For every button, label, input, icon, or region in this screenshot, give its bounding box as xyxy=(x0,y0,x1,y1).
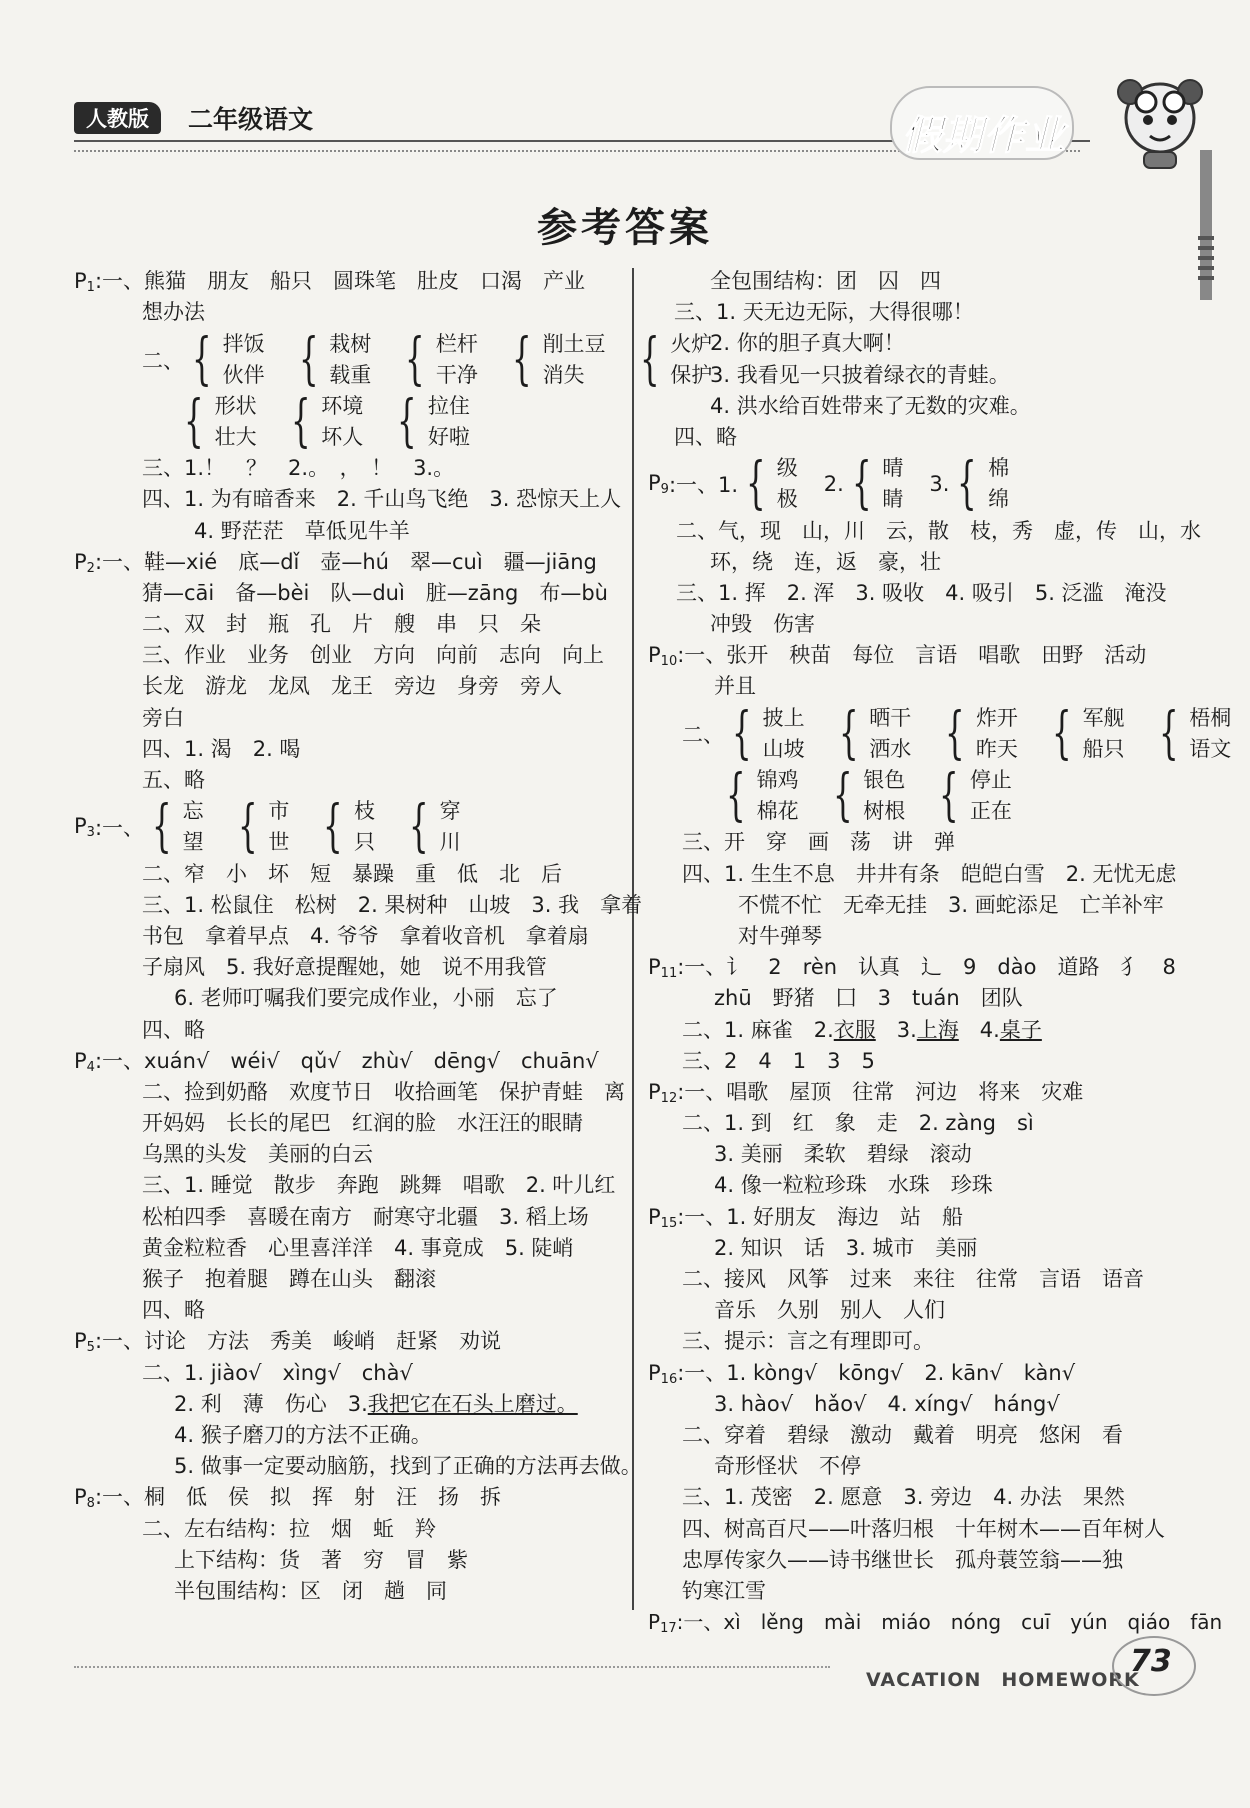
word-pair: { 军舰 船只 xyxy=(1051,700,1125,766)
word-pair: { 削土豆 消失 xyxy=(511,326,606,392)
word-pair: { 栽树 载重 xyxy=(298,326,372,392)
char-pair: { 穿 川 xyxy=(408,794,461,860)
answer-line: 二、捡到奶酪 欢度节日 收拾画笔 保护青蛙 离 xyxy=(142,1079,625,1104)
answer-line: 四、1. 生生不息 井井有条 皑皑白雪 2. 无忧无虑 xyxy=(682,861,1177,886)
answer-line: $P_8$:一、桐 低 侯 拟 挥 射 汪 扬 拆 xyxy=(74,1485,502,1512)
answer-line: 冲毁 伤害 xyxy=(710,612,815,637)
underlined-answer: 衣服 xyxy=(833,1017,876,1042)
answer-line: 黄金粒粒香 心里喜洋洋 4. 事竟成 5. 陡峭 xyxy=(142,1235,574,1260)
underlined-answer: 桌子 xyxy=(999,1017,1042,1042)
brace-row: $P_9$ :一、1. { 级 极 2. { 晴 睛 3. { 棉 绵 xyxy=(648,451,1010,517)
answer-line: 奇形怪状 不停 xyxy=(714,1454,861,1479)
answer-line xyxy=(74,266,624,297)
answer-line: 猜—cāi 备—bèi 队—duì 脏—zāng 布—bù xyxy=(142,580,608,605)
answer-line: $P_{16}$:一、1. kòng√ kōng√ 2. kān√ kàn√ xyxy=(648,1360,1076,1387)
word-pair: { 栏杆 干净 xyxy=(405,326,478,392)
brace-row xyxy=(648,700,1232,766)
answer-line: $P_2$:一、鞋—xié 底—dǐ 壶—hú 翠—cuì 疆—jiāng xyxy=(74,549,597,576)
answer-line: 二、穿着 碧绿 激动 戴着 明亮 悠闲 看 xyxy=(682,1422,1123,1447)
answer-line: 四、略 xyxy=(142,1298,205,1323)
footer-dotted-rule xyxy=(74,1666,830,1668)
answer-line: 4. 野茫茫 草低见牛羊 xyxy=(194,518,410,543)
answer-line: 忠厚传家久——诗书继世长 孤舟蓑笠翁——独 xyxy=(682,1547,1123,1572)
answer-line: 四、1. 渴 2. 喝 xyxy=(142,736,301,761)
answer-line: 旁白 xyxy=(142,705,184,730)
answer-line: 二、接风 风筝 过来 来往 往常 言语 语音 xyxy=(682,1267,1144,1292)
answer-line: 二、气，现 山，川 云，散 枝，秀 虚，传 山，水 xyxy=(676,518,1201,543)
answer-line: 五、略 xyxy=(142,768,205,793)
char-pair: { 忘 望 xyxy=(152,794,204,860)
answer-line: 环，绕 连，返 豪，壮 xyxy=(710,549,941,574)
char-pair: { 市 世 xyxy=(237,794,290,860)
answer-line: $P_{12}$:一、唱歌 屋顶 往常 河边 将来 灾难 xyxy=(648,1079,1084,1106)
brace-row xyxy=(74,388,624,454)
section-label: :一、1. xyxy=(668,473,739,498)
edition-badge: 人教版 xyxy=(74,102,161,134)
answer-line: zhū 野猪 囗 3 tuán 团队 xyxy=(714,986,1023,1011)
answer-line: 2. 你的胆子真大啊！ xyxy=(710,331,905,356)
answer-line: 4. 像一粒粒珍珠 水珠 珍珠 xyxy=(714,1173,993,1198)
word-pair: { 形状 壮大 xyxy=(184,388,257,454)
char-pair: { 晴 睛 xyxy=(851,451,904,517)
answer-line: 二、1. jiào√ xìng√ chà√ xyxy=(142,1360,413,1385)
answer-line: 半包围结构：区 闭 趟 同 xyxy=(174,1578,447,1603)
answer-line: 全包围结构：团 囚 四 xyxy=(710,269,941,293)
answer-line: 四、略 xyxy=(142,1017,205,1042)
answer-text: :一、熊猫 朋友 船只 圆珠笔 肚皮 口渴 产业 xyxy=(94,269,586,293)
page-number: 73 xyxy=(1130,1644,1172,1679)
answer-line: 四、1. 为有暗香来 2. 千山鸟飞绝 3. 恐惊天上人 xyxy=(142,487,622,512)
answer-line: 乌黑的头发 美丽的白云 xyxy=(142,1142,373,1167)
answer-line: 5. 做事一定要动脑筋，找到了正确的方法再去做。 xyxy=(174,1454,642,1479)
brace-row xyxy=(648,765,1193,827)
page-title: 参考答案 xyxy=(537,204,713,251)
answer-line: 二、双 封 瓶 孔 片 艘 串 只 朵 xyxy=(142,612,541,637)
brace-row: $P_3$ :一、 { 忘 望 { 市 世 { 枝 只 { 穿 川 xyxy=(74,794,461,860)
answer-line: $P_{11}$:一、讠 2 rèn 认真 辶 9 dào 道路 犭 8 xyxy=(648,955,1176,982)
section-label: 二、 xyxy=(142,348,184,373)
word-pair: { 火炉 保护 xyxy=(639,326,713,392)
answer-line: 书包 拿着早点 4. 爷爷 拿着收音机 拿着扇 xyxy=(142,923,589,948)
answer-line: $P_5$:一、讨论 方法 秀美 峻峭 赶紧 劝说 xyxy=(74,1329,502,1356)
answer-line: 2. 利 薄 伤心 3.我把它在石头上磨过。 xyxy=(174,1391,578,1416)
answer-line: 长龙 游龙 龙凤 龙王 旁边 身旁 旁人 xyxy=(142,674,562,699)
answer-line: 并且 xyxy=(714,674,756,699)
answer-line: 三、提示：言之有理即可。 xyxy=(682,1329,934,1354)
answer-line: 二、窄 小 坏 短 暴躁 重 低 北 后 xyxy=(142,861,562,886)
answer-line: 二、1. 到 红 象 走 2. zàng sì xyxy=(682,1111,1034,1136)
word-pair: { 拌饭 伙伴 xyxy=(192,326,265,392)
char-pair: { 级 极 xyxy=(746,451,798,517)
footer-label: VACATION HOMEWORK xyxy=(866,1669,1140,1691)
page-ref: P xyxy=(74,269,87,293)
mascot-icon xyxy=(1108,74,1212,170)
answer-line: 对牛弹琴 xyxy=(738,923,822,948)
answer-line: 三、1. 天无边无际，大得很哪！ xyxy=(674,300,974,325)
answer-line: 三、1. 挥 2. 浑 3. 吸收 4. 吸引 5. 泛滥 淹没 xyxy=(676,580,1167,605)
section-label: 二、 xyxy=(682,722,724,747)
word-pair: { 晒干 洒水 xyxy=(838,700,912,766)
answer-line: 2. 知识 话 3. 城市 美丽 xyxy=(714,1235,978,1260)
answer-line: 不慌不忙 无牵无挂 3. 画蛇添足 亡羊补牢 xyxy=(738,892,1164,917)
word-pair: { 拉住 好啦 xyxy=(397,388,470,454)
word-pair: { 锦鸡 棉花 xyxy=(726,763,799,829)
answer-line: 音乐 久别 别人 人们 xyxy=(714,1298,945,1323)
answer-line: 猴子 抱着腿 蹲在山头 翻滚 xyxy=(142,1267,436,1292)
answer-line: $P_{17}$:一、xì lěng mài miáo nóng cuī yún qiáo fān xyxy=(648,1610,1223,1637)
answer-line: $P_4$:一、xuán√ wéi√ qǔ√ zhù√ dēng√ chuān√ xyxy=(74,1048,599,1075)
answer-line: 子扇风 5. 我好意提醒她，她 说不用我管 xyxy=(142,955,547,980)
item-number: 2. xyxy=(823,472,844,497)
answer-line: 3. 我看见一只披着绿衣的青蛙。 xyxy=(710,362,1010,387)
grade-subject: 二年级语文 xyxy=(188,105,314,134)
word-pair: { 披上 山坡 xyxy=(732,700,805,766)
word-pair: { 炸开 昨天 xyxy=(945,700,1018,766)
answer-line: 三、1. 松鼠住 松树 2. 果树种 山坡 3. 我 拿着 xyxy=(142,892,643,917)
right-column xyxy=(648,266,1232,1638)
word-pair: { 银色 树根 xyxy=(832,763,906,829)
answer-line: 三、开 穿 画 荡 讲 弹 xyxy=(682,830,955,855)
char-pair: { 棉 绵 xyxy=(957,451,1010,517)
brace-row xyxy=(74,326,713,392)
answer-line: 四、略 xyxy=(674,424,737,449)
answer-line: $P_{10}$:一、张开 秧苗 每位 言语 唱歌 田野 活动 xyxy=(648,643,1147,670)
word-pair: { 停止 正在 xyxy=(939,763,1012,829)
underlined-answer: 上海 xyxy=(916,1017,959,1042)
answer-line: 3. 美丽 柔软 碧绿 滚动 xyxy=(714,1142,972,1167)
answer-line: 三、1.！ ？ 2.。 ， ！ 3.。 xyxy=(142,456,455,481)
answer-line: 4. 洪水给百姓带来了无数的灾难。 xyxy=(710,393,1031,418)
answer-line: 三、1. 茂密 2. 愿意 3. 旁边 4. 办法 果然 xyxy=(682,1485,1125,1510)
word-pair: { 梧桐 语文 xyxy=(1158,700,1232,766)
answer-line: 想办法 xyxy=(142,300,205,325)
answer-line: 二、1. 麻雀 2.衣服 3.上海 4.桌子 xyxy=(682,1017,1042,1042)
item-number: 3. xyxy=(929,472,950,497)
answer-line: 钓寒江雪 xyxy=(682,1578,766,1603)
brand-title: 假期作业 xyxy=(902,112,1066,159)
answer-line: 三、1. 睡觉 散步 奔跑 跳舞 唱歌 2. 叶儿红 xyxy=(142,1173,616,1198)
answer-line: 6. 老师叮嘱我们要完成作业，小丽 忘了 xyxy=(174,986,558,1011)
answer-line: 4. 猴子磨刀的方法不正确。 xyxy=(174,1422,432,1447)
underlined-answer: 我把它在石头上磨过。 xyxy=(367,1391,578,1416)
answer-line: 四、树高百尺——叶落归根 十年树木——百年树人 xyxy=(682,1516,1165,1541)
answer-line: 三、2 4 1 3 5 xyxy=(682,1048,875,1073)
char-pair: { 枝 只 xyxy=(323,794,375,860)
answer-line: $P_{15}$:一、1. 好朋友 海边 站 船 xyxy=(648,1204,964,1231)
column-divider xyxy=(632,268,634,1610)
section-label: :一、 xyxy=(94,816,145,841)
answer-line: 三、作业 业务 创业 方向 向前 志向 向上 xyxy=(142,643,604,668)
answer-line: 上下结构：货 著 穷 冒 紫 xyxy=(174,1547,468,1572)
answer-line: 3. hào√ hǎo√ 4. xíng√ háng√ xyxy=(714,1391,1060,1416)
page-ref-num: 1 xyxy=(86,280,95,295)
answer-line: 二、左右结构：拉 烟 蚯 羚 xyxy=(142,1516,436,1541)
word-pair: { 环境 坏人 xyxy=(290,388,364,454)
answer-line: 松柏四季 喜暖在南方 耐寒守北疆 3. 稻上场 xyxy=(142,1204,589,1229)
answer-line: 开妈妈 长长的尾巴 红润的脸 水汪汪的眼睛 xyxy=(142,1111,583,1136)
